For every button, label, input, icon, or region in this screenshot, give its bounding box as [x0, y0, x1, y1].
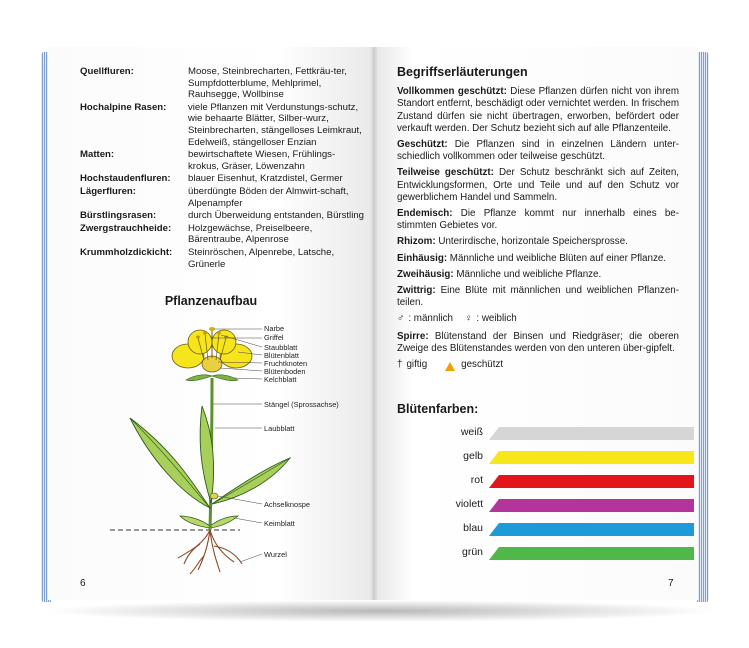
habitat-description: blauer Eisenhut, Kratzdistel, Germer [188, 173, 343, 185]
flower-color-row [397, 425, 693, 441]
female-label: : weiblich [476, 313, 517, 325]
flower-color-swatch [489, 547, 694, 560]
flower-color-label: weiß [460, 426, 483, 438]
label-achselknospe: Achselknospe [264, 500, 311, 509]
habitat-description: viele Pflanzen mit Verdunstungs-schutz, wie behaarte Blätter, Silber-wurz, Steinbrecharten, stängelloses Leimkraut, Edelweiß, stängelloser Enzian [188, 101, 362, 148]
habitat-row [80, 186, 365, 209]
habitat-description: durch Überweidung entstanden, Bürstling [188, 210, 364, 222]
habitat-term: Quellfluren: [80, 66, 134, 77]
habitat-row [80, 210, 365, 222]
habitat-term: Lägerfluren: [80, 185, 136, 197]
book-shadow [40, 600, 720, 622]
glossary-term: Einhäusig: Männliche und weibliche Blüten auf einer Pflanze. [397, 252, 667, 264]
habitat-term: Matten: [80, 149, 115, 161]
label-staubblatt: Staubblatt [264, 343, 298, 352]
flower-color-label: gelb [463, 450, 483, 462]
section-title-pflanzenaufbau: Pflanzenaufbau [164, 294, 258, 308]
habitat-term: Zwergstrauchheide: [80, 222, 172, 234]
flower-color-row [397, 473, 693, 489]
flower-color-label: violett [455, 498, 483, 510]
glossary [397, 66, 679, 376]
glossary-term-spirre: Spirre: Blütenstand der Binsen und Riedgräser; die oberen Zweige des Blütenstandes werden von den unteren über-gipfelt. [397, 330, 679, 354]
label-bluetenblatt: Blütenblatt [264, 351, 299, 360]
plant-diagram [100, 318, 339, 578]
label-griffel: Griffel [264, 333, 284, 342]
label-fruchtknoten: Fruchtknoten [264, 359, 308, 368]
page-edges-right [697, 52, 709, 602]
flower-color-row [397, 449, 693, 465]
male-symbol-icon: ♂ [397, 313, 405, 325]
flower-color-label: rot [470, 474, 483, 486]
glossary-term: Endemisch: Die Pflanze kommt nur innerhalb eines be-stimmten Gebietes vor. [397, 208, 679, 232]
habitat-term: Bürstlingsrasen: [80, 210, 157, 222]
habitat-term: Krummholzdickicht: [80, 246, 173, 258]
flower-color-swatch [489, 475, 694, 488]
label-keimblatt: Keimblatt [264, 519, 295, 528]
glossary-term: Vollkommen geschützt: Diese Pflanzen dürfen nicht von ihrem Standort entfernt, beschädigt oder vernichtet werden. In frischem Zustand dürfen sie nicht übertragen, erworben, befördert oder verkauft werden. Der Schutz bezieht sich auf alle Pflanzenteile. [397, 86, 679, 134]
flower-color-row [397, 521, 693, 537]
glossary-term: Geschützt: Die Pflanzen sind in einzelnen Ländern unter-schiedlich vollkommen oder teilweise geschützt. [397, 139, 679, 163]
label-wurzel: Wurzel [264, 550, 287, 559]
flower-colors-title: Blütenfarben: [397, 402, 479, 416]
glossary-term: Zwittrig: Eine Blüte mit männlichen und weiblichen Pflanzen-teilen. [397, 285, 679, 309]
poison-label: giftig [406, 359, 428, 371]
label-laubblatt: Laubblatt [264, 424, 295, 433]
glossary-terms [397, 86, 679, 309]
dagger-icon: † [397, 359, 403, 371]
sex-symbols [397, 313, 679, 325]
habitat-row [80, 247, 365, 270]
habitat-description: bewirtschaftete Wiesen, Frühlings-krokus, Gräser, Löwenzahn [188, 149, 336, 172]
glossary-term: Rhizom: Unterirdische, horizontale Speichersprosse. [397, 236, 628, 248]
page-number-right: 7 [668, 578, 674, 589]
habitat-row [80, 173, 365, 185]
habitat-row [80, 66, 365, 101]
glossary-term: Teilweise geschützt: Der Schutz beschränkt sich auf Zeiten, Entwicklungsformen, Orte und Teile und auf den Schutz vor gewerblichem Handel und Sammeln. [397, 167, 680, 203]
habitat-description: überdüngte Böden der Almwirt-schaft, Alpenampfer [188, 185, 349, 209]
male-label: : männlich [408, 313, 454, 325]
protected-label: geschützt [461, 359, 504, 371]
habitat-row [80, 102, 365, 148]
habitat-description: Holzgewächse, Preiselbeere, Bärentraube, Alpenrose [188, 222, 313, 246]
page-number-left: 6 [80, 578, 86, 589]
glossary-term: Zweihäusig: Männliche und weibliche Pflanze. [397, 268, 602, 280]
habitat-description: Moose, Steinbrecharten, Fettkräu-ter, Sumpfdotterblume, Mehlprimel, Rauhsegge, Wollbinse [188, 66, 347, 101]
label-staengel: Stängel (Sprossachse) [264, 400, 339, 409]
habitat-row [80, 223, 365, 246]
habitat-row [80, 149, 365, 172]
glossary-title: Begriffserläuterungen [397, 65, 528, 79]
flower-color-swatch [489, 499, 694, 512]
label-narbe: Narbe [264, 324, 285, 333]
label-bluetenboden: Blütenboden [264, 367, 306, 376]
flower-color-row [397, 545, 693, 561]
label-kelchblatt: Kelchblatt [264, 375, 297, 384]
flower-color-row [397, 497, 693, 513]
flower-color-label: blau [463, 522, 483, 534]
habitat-term: Hochalpine Rasen: [80, 101, 167, 113]
flower-color-swatch [489, 451, 694, 464]
legend-symbols [397, 359, 679, 371]
habitat-list [80, 66, 365, 271]
book-gutter [370, 47, 378, 600]
flower-color-swatch [489, 523, 694, 536]
flower-color-label: grün [461, 546, 483, 558]
habitat-term: Hochstaudenfluren: [80, 173, 171, 185]
female-symbol-icon: ♀ [465, 313, 473, 325]
habitat-description: Steinröschen, Alpenrebe, Latsche, Grünerle [188, 246, 335, 270]
flower-color-swatch [489, 427, 694, 440]
warning-triangle-icon [445, 362, 455, 371]
